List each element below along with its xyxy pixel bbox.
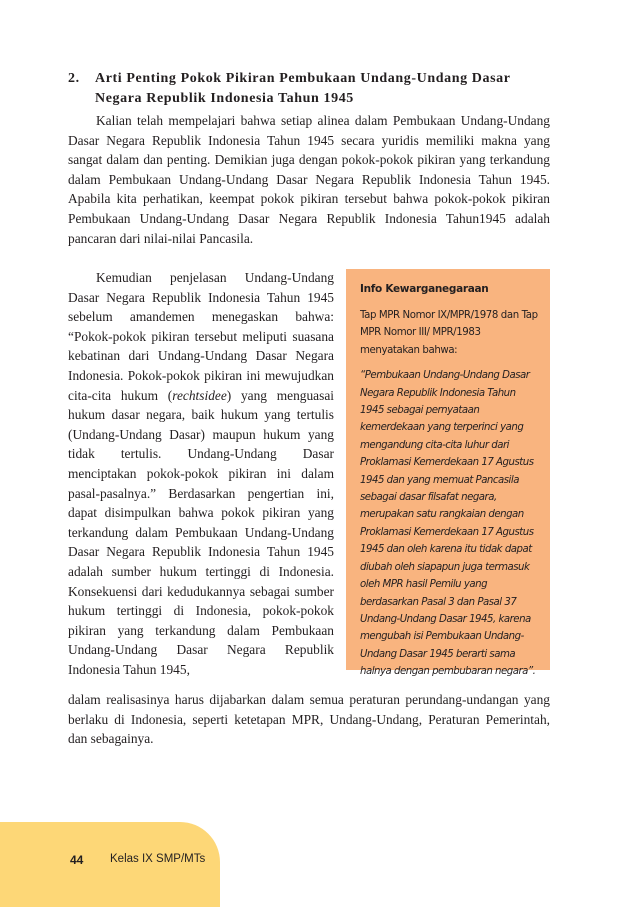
paragraph-explanation [68,268,334,679]
term-rechtsidee: rechtsidee [172,387,227,403]
book-title: Kelas IX SMP/MTs [110,853,206,865]
section-heading [68,69,550,109]
paragraph-conclusion: dalam realisasinya harus dijabarkan dalam semua peraturan perundang-undangan yang berlaku di Indonesia, seperti ketetapan MPR, Undang-Undang, Peraturan Pemerintah, dan sebagainya. [68,692,550,747]
page-number: 44 [70,853,84,867]
infobox-intro: Tap MPR Nomor IX/MPR/1978 dan Tap MPR Nomor III/ MPR/1983 menyatakan bahwa: [360,310,538,356]
paragraph-explanation-part1: Kemudian penjelasan Undang-Undang Dasar Negara Republik Indonesia Tahun 1945 sebelum amandemen menegaskan bahwa: “Pokok-pokok pikiran tersebut meliputi suasana kebatinan dari Undang-Undang Dasar Negara Indonesia. Pokok-pokok pikiran ini mewujudkan cita-cita hukum ( [68,270,334,403]
infobox-quote: “Pembukaan Undang-Undang Dasar Negara Republik Indonesia Tahun 1945 sebagai pernyataan kemerdekaan yang terperinci yang mengandung cita-cita luhur dari Proklamasi Kemerdekaan 17 Agustus 1945 dan yang memuat Pancasila sebagai dasar filsafat negara, merupakan satu rangkaian dengan Proklamasi Kemerdekaan 17 Agustus 1945 dan oleh karena itu tidak dapat diubah oleh siapapun juga termasuk oleh MPR hasil Pemilu yang berdasarkan Pasal 3 dan Pasal 37 Undang-Undang Dasar 1945, karena mengubah isi Pembukaan Undang-Undang Dasar 1945 berarti sama halnya dengan pembubaran negara”. [360,370,536,678]
info-kewarganegaraan-box [346,269,550,678]
section-number: 2. [68,71,80,86]
infobox-title: Info Kewarganegaraan [360,283,489,295]
section-title: Arti Penting Pokok Pikiran Pembukaan Undang-Undang Dasar Negara Republik Indonesia Tahun 1945 [95,71,511,106]
paragraph-intro: Kalian telah mempelajari bahwa setiap alinea dalam Pembukaan Undang-Undang Dasar Negara Republik Indonesia Tahun 1945 secara yuridis memiliki makna yang sangat dalam dan penting. Demikian juga dengan pokok-pokok pikiran yang terkandung dalam Pembukaan Undang-Undang Dasar Negara Republik Indonesia Tahun 1945. Apabila kita perhatikan, keempat pokok pikiran tersebut bahwa pokok-pokok pikiran Pembukaan Undang-Undang Dasar Negara Republik Indonesia Tahun1945 adalah pancaran dari nilai-nilai Pancasila. [68,113,550,246]
paragraph-explanation-part2: ) yang menguasai hukum dasar negara, baik hukum yang tertulis (Undang-Undang Dasar) maupun hukum yang tidak tertulis. Undang-Undang Dasar menciptakan pokok-pokok pikiran ini dalam pasal-pasalnya.” Berdasarkan pengertian ini, dapat disimpulkan bahwa pokok pikiran yang terkandung dalam Pembukaan Undang-Undang Dasar Negara Republik Indonesia Tahun 1945 adalah sumber hukum tertinggi di Indonesia. Konsekuensi dari kedudukannya sebagai sumber hukum tertinggi di Indonesia, pokok-pokok pikiran yang terkandung dalam Pembukaan Undang-Undang Dasar Negara Republik Indonesia Tahun 1945, [68,387,335,677]
